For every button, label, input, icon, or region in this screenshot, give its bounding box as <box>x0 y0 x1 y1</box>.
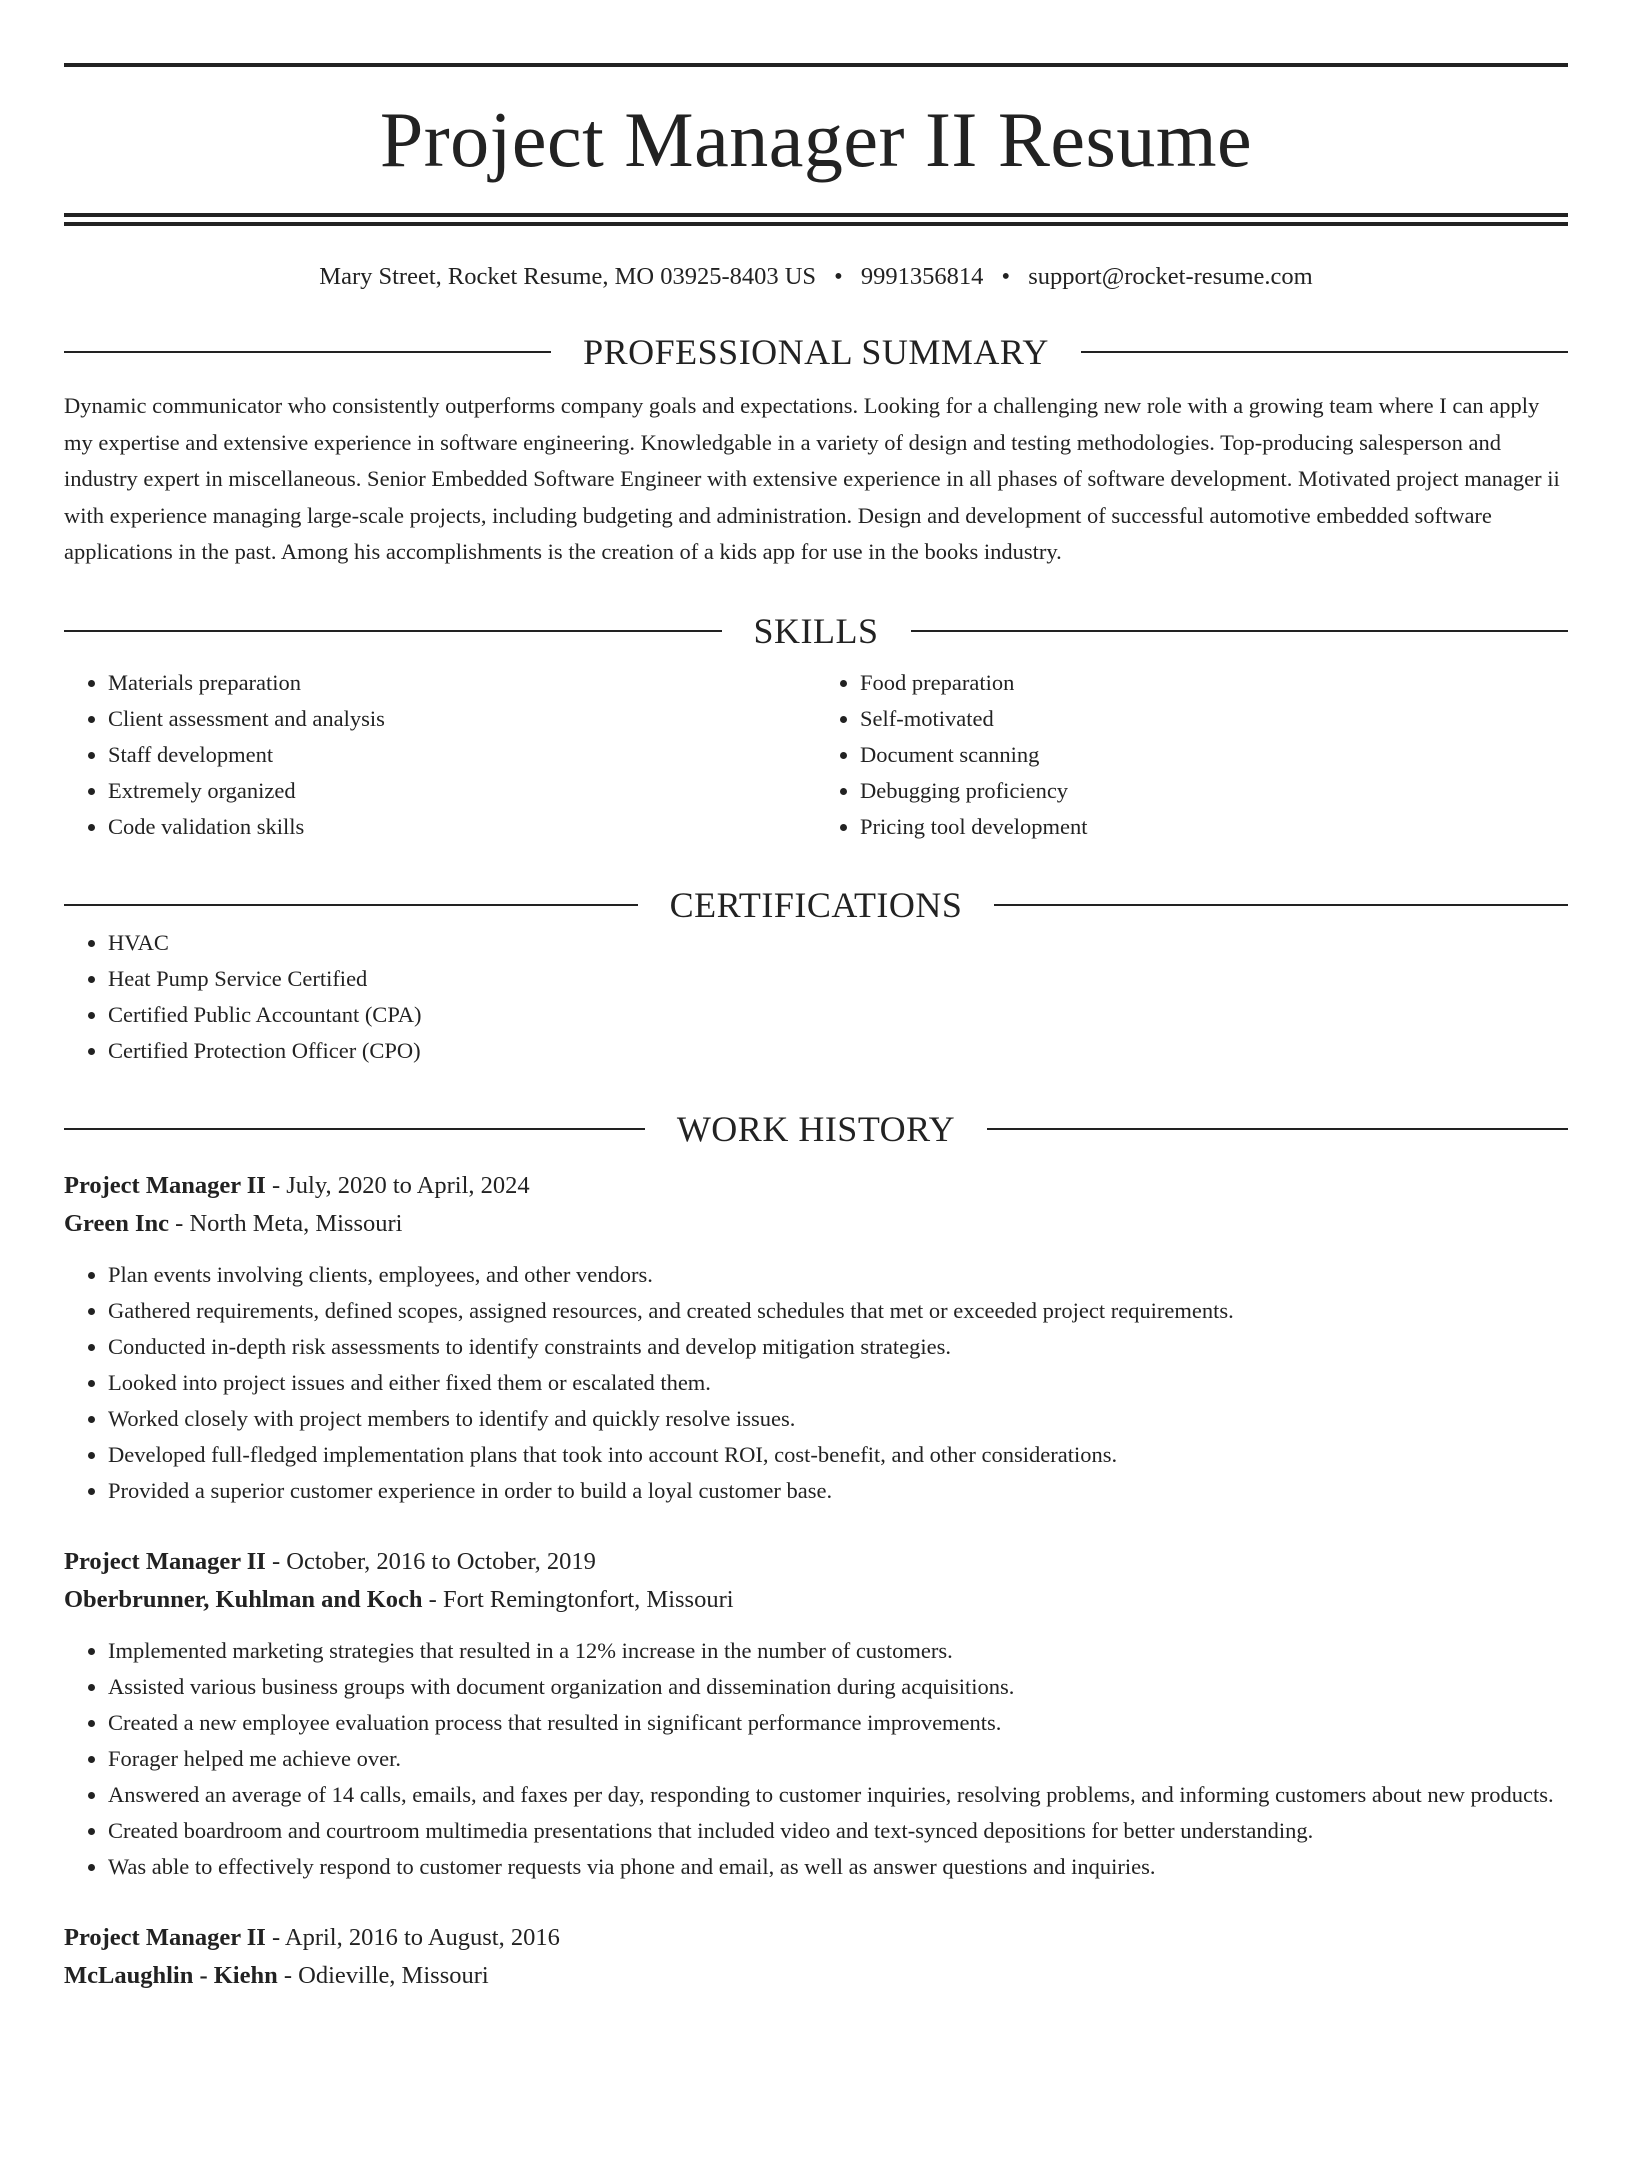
skill-item: • Staff development <box>108 737 816 773</box>
skills-heading: SKILLS <box>753 610 879 651</box>
heading-rule-right <box>911 630 1569 632</box>
job-duty-item: • Worked closely with project members to identify and quickly resolve issues. <box>108 1401 1568 1437</box>
certification-item: • Certified Protection Officer (CPO) <box>108 1033 1568 1069</box>
contact-address: Mary Street, Rocket Resume, MO 03925-8403 US <box>319 263 817 290</box>
skill-item: • Pricing tool development <box>860 809 1568 845</box>
skill-item: • Food preparation <box>860 665 1568 701</box>
job-company: Green Inc <box>64 1209 170 1237</box>
job-duty-item: • Gathered requirements, defined scopes, assigned resources, and created schedules that met or exceeded project requirements. <box>108 1293 1568 1329</box>
job-entry <box>64 1919 1568 1995</box>
top-rule <box>64 63 1568 67</box>
job-duty-item: • Was able to effectively respond to customer requests via phone and email, as well as answer questions and inquiries. <box>108 1849 1568 1885</box>
heading-rule-left <box>64 351 551 353</box>
page-title: Project Manager II Resume <box>379 96 1253 183</box>
contact-separator: • <box>834 263 843 290</box>
heading-rule-right <box>994 904 1568 906</box>
job-entry <box>64 1543 1568 1885</box>
certification-item: • HVAC <box>108 925 1568 961</box>
section-heading-skills <box>64 611 1568 651</box>
contact-phone: 9991356814 <box>860 263 984 290</box>
job-company-line <box>64 1957 1568 1995</box>
skill-item: • Debugging proficiency <box>860 773 1568 809</box>
job-duty-item: • Created boardroom and courtroom multimedia presentations that included video and text-synced depositions for better understanding. <box>108 1813 1568 1849</box>
contact-separator: • <box>1001 263 1011 290</box>
heading-rule-right <box>1081 351 1568 353</box>
job-entry <box>64 1167 1568 1509</box>
job-company-line <box>64 1581 1568 1619</box>
job-dates: - July, 2020 to April, 2024 <box>265 1171 530 1199</box>
job-location: - Fort Remingtonfort, Missouri <box>422 1585 734 1613</box>
job-duty-item: • Developed full-fledged implementation plans that took into account ROI, cost-benefit, and other considerations. <box>108 1437 1568 1473</box>
job-location: - Odieville, Missouri <box>277 1961 489 1989</box>
skill-item: • Client assessment and analysis <box>108 701 816 737</box>
section-heading-summary <box>64 332 1568 372</box>
job-duty-item: • Answered an average of 14 calls, emails, and faxes per day, responding to customer inquiries, resolving problems, and informing customers about new products. <box>108 1777 1568 1813</box>
job-duty-item: • Implemented marketing strategies that resulted in a 12% increase in the number of customers. <box>108 1633 1568 1669</box>
job-duties-list <box>64 1257 1568 1509</box>
job-duty-item: • Plan events involving clients, employees, and other vendors. <box>108 1257 1568 1293</box>
heading-rule-left <box>64 630 722 632</box>
certification-item: • Heat Pump Service Certified <box>108 961 1568 997</box>
resume-page <box>0 63 1632 2175</box>
job-role: Project Manager II <box>64 1547 266 1575</box>
job-duty-item: • Conducted in-depth risk assessments to identify constraints and develop mitigation strategies. <box>108 1329 1568 1365</box>
skill-item: • Code validation skills <box>108 809 816 845</box>
job-duty-item: • Looked into project issues and either fixed them or escalated them. <box>108 1365 1568 1401</box>
job-title-line <box>64 1919 1568 1957</box>
skill-item: • Self-motivated <box>860 701 1568 737</box>
section-heading-work-history <box>64 1109 1568 1149</box>
job-company: Oberbrunner, Kuhlman and Koch <box>64 1585 423 1613</box>
heading-rule-left <box>64 1128 645 1130</box>
job-duty-item: • Forager helped me achieve over. <box>108 1741 1568 1777</box>
contact-line <box>64 262 1568 292</box>
skill-item: • Extremely organized <box>108 773 816 809</box>
job-company-line <box>64 1205 1568 1243</box>
skill-item: • Document scanning <box>860 737 1568 773</box>
work-history-heading: WORK HISTORY <box>676 1108 956 1149</box>
job-location: - North Meta, Missouri <box>169 1209 403 1237</box>
certification-item: • Certified Public Accountant (CPA) <box>108 997 1568 1033</box>
skills-list-left <box>64 665 816 845</box>
job-role: Project Manager II <box>64 1171 266 1199</box>
job-duty-item: • Created a new employee evaluation process that resulted in significant performance improvements. <box>108 1705 1568 1741</box>
certifications-heading: CERTIFICATIONS <box>669 884 963 925</box>
job-company: McLaughlin - Kiehn <box>64 1961 278 1989</box>
skills-list-right <box>816 665 1568 845</box>
certifications-list <box>64 925 1568 1069</box>
job-title-line <box>64 1543 1568 1581</box>
job-duties-list <box>64 1633 1568 1885</box>
heading-rule-left <box>64 904 638 906</box>
summary-heading: PROFESSIONAL SUMMARY <box>583 332 1049 372</box>
job-role: Project Manager II <box>64 1923 266 1951</box>
job-title-line <box>64 1167 1568 1205</box>
summary-text: Dynamic communicator who consistently outperforms company goals and expectations. Looking for a challenging new role with a growing team where I can apply my expertise and extensive experience in software engineering. Knowledgable in a variety of design and testing methodologies. Top-producing salesperson and industry expert in miscellaneous. Senior Embedded Software Engineer with extensive experience in all phases of software development. Motivated project manager ii with experience managing large-scale projects, including budgeting and administration. Design and development of successful automotive embedded software applications in the past. Among his accomplishments is the creation of a kids app for use in the books industry. <box>64 393 1560 564</box>
skills-grid <box>64 665 1568 845</box>
job-duty-item: • Assisted various business groups with document organization and dissemination during acquisitions. <box>108 1669 1568 1705</box>
skills-column-right <box>816 665 1568 845</box>
heading-rule-right <box>987 1128 1568 1130</box>
title-double-rule <box>64 213 1568 226</box>
contact-email: support@rocket-resume.com <box>1028 263 1313 290</box>
job-dates: - April, 2016 to August, 2016 <box>265 1923 560 1951</box>
job-duty-item: • Provided a superior customer experience in order to build a loyal customer base. <box>108 1473 1568 1509</box>
job-dates: - October, 2016 to October, 2019 <box>265 1547 596 1575</box>
section-heading-certifications <box>64 885 1568 925</box>
skill-item: • Materials preparation <box>108 665 816 701</box>
skills-column-left <box>64 665 816 845</box>
